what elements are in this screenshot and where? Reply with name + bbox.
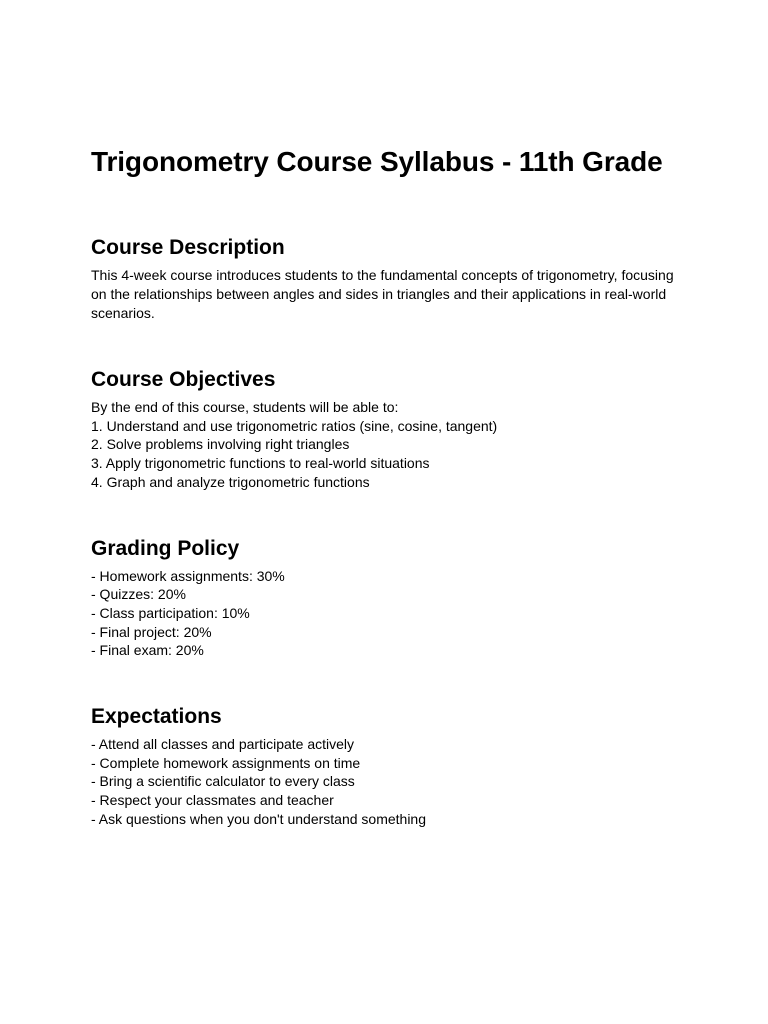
expectations-list (91, 735, 681, 829)
section-course-objectives (91, 367, 681, 492)
section-heading: Course Objectives (91, 368, 276, 391)
list-item: 3. Apply trigonometric functions to real-world situations (91, 455, 430, 472)
document-title: Trigonometry Course Syllabus - 11th Grade (91, 146, 663, 177)
document-page (91, 142, 681, 829)
list-item: - Class participation: 10% (91, 604, 250, 621)
section-heading: Course Description (91, 236, 285, 259)
list-item: - Final project: 20% (91, 623, 212, 640)
list-item: 1. Understand and use trigonometric ratios (sine, cosine, tangent) (91, 417, 498, 434)
list-item: - Quizzes: 20% (91, 586, 186, 603)
section-heading: Expectations (91, 705, 222, 729)
objectives-intro: By the end of this course, students will be able to: (91, 399, 399, 415)
list-item: - Complete homework assignments on time (91, 754, 361, 771)
list-item: - Homework assignments: 30% (91, 567, 285, 584)
section-grading-policy (91, 536, 681, 661)
section-course-description (91, 235, 681, 323)
section-heading: Grading Policy (91, 536, 240, 560)
list-item: 2. Solve problems involving right triangles (91, 436, 350, 453)
section-expectations (91, 704, 681, 829)
list-item: - Attend all classes and participate actively (91, 736, 355, 753)
course-description-text: This 4-week course introduces students to the fundamental concepts of trigonometry, focusing on the relationships between angles and sides in triangles and their applications in real-world scenarios. (91, 267, 674, 321)
grading-list (91, 567, 681, 661)
list-item: 4. Graph and analyze trigonometric functions (91, 473, 370, 490)
list-item: - Final exam: 20% (91, 642, 204, 659)
objectives-list (91, 398, 681, 492)
list-item: - Respect your classmates and teacher (91, 792, 334, 809)
list-item: - Ask questions when you don't understand something (91, 810, 426, 827)
list-item: - Bring a scientific calculator to every class (91, 773, 355, 790)
